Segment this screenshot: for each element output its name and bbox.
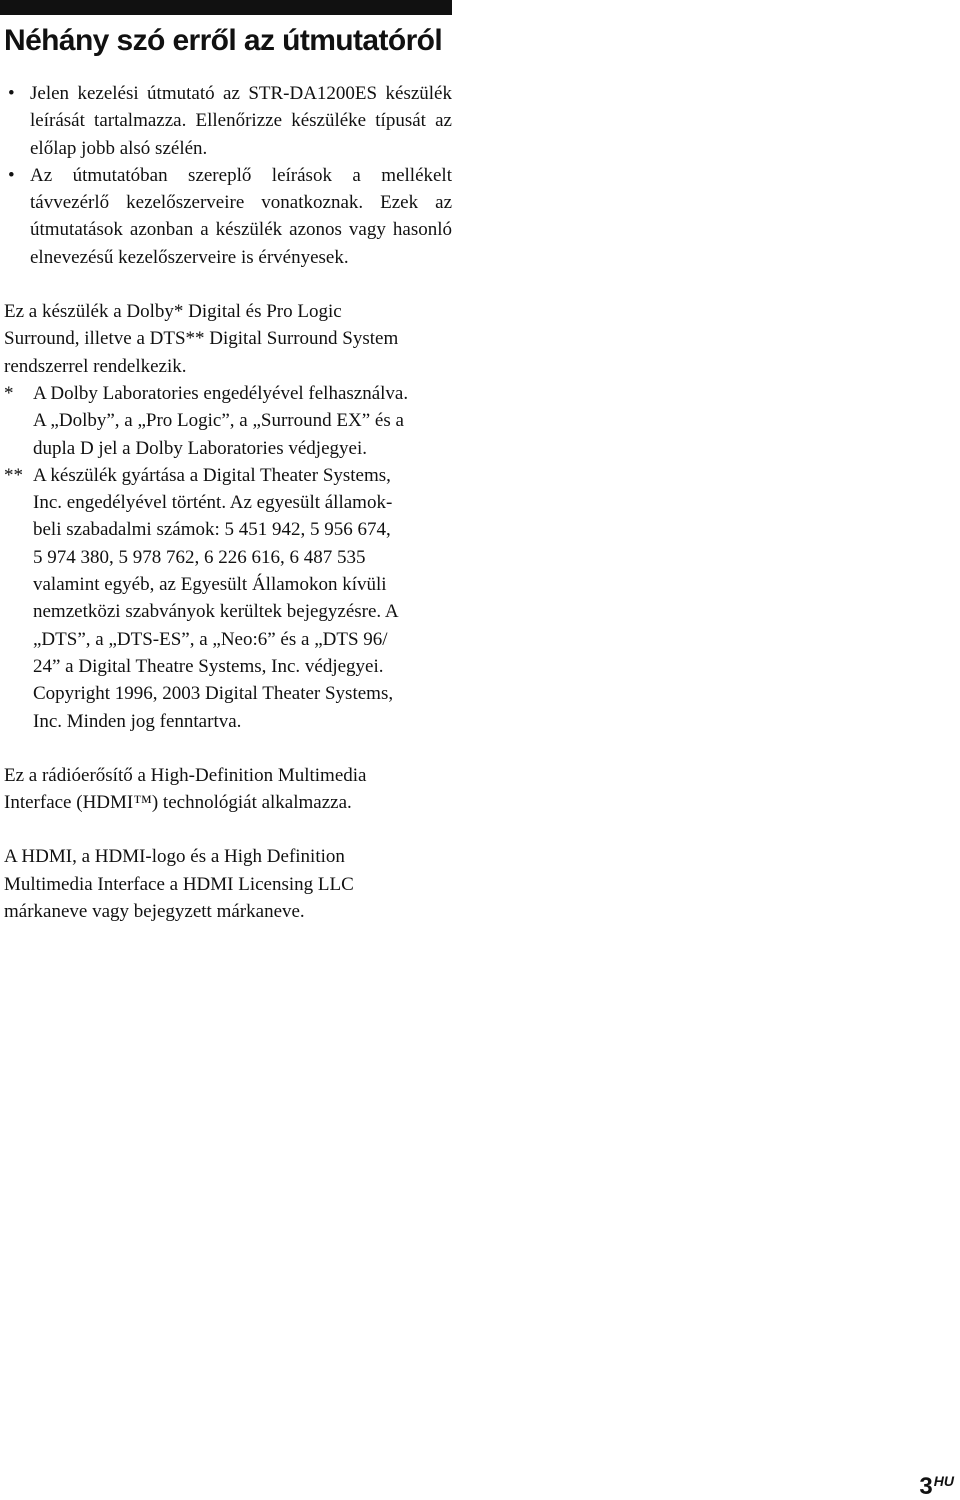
text-line: 24” a Digital Theatre Systems, Inc. védjegyei. [33,655,384,677]
text-line: Ez a készülék a Dolby* Digital és Pro Logic [4,301,342,323]
text-line: A Dolby Laboratories engedélyével felhasználva. [33,382,409,404]
intro-bullet-list [4,80,452,271]
trademark-paragraph [4,843,452,925]
page-content [4,80,452,925]
footnote-mark: * [4,382,14,404]
hdmi-paragraph [4,762,452,817]
text-line: rendszerrel rendelkezik. [4,355,187,377]
bullet-icon: • [8,83,15,104]
bullet-text: Az útmutatóban szereplő leírások a mellékelt távvezérlő kezelőszerveire vonatkoznak. Ezek az útmutatások azonban a készülék azonos vagy hasonló elnevezésű kezelőszerveire is érvényesek. [30,164,452,268]
text-line: Interface (HDMI™) technológiát alkalmazza. [4,792,352,814]
list-item [4,80,452,162]
list-item [4,162,452,271]
text-line: márkaneve vagy bejegyzett márkaneve. [4,901,305,923]
text-line: nemzetközi szabványok kerültek bejegyzésre. A [33,601,399,623]
page-number-value: 3 [919,1473,933,1500]
text-line: Inc. Minden jog fenntartva. [33,710,242,732]
page-title: Néhány szó erről az útmutatóról [4,24,443,57]
footnote-mark: ** [4,464,23,486]
bullet-icon: • [8,164,15,186]
text-line: Inc. engedélyével történt. Az egyesült államok- [33,492,393,514]
text-line: Surround, illetve a DTS** Digital Surround System [4,328,399,350]
text-line: Multimedia Interface a HDMI Licensing LLC [4,873,354,895]
footnote-dolby [4,380,452,462]
dolby-dts-paragraph [4,298,452,380]
page-number [919,1468,954,1500]
text-line: dupla D jel a Dolby Laboratories védjegyei. [33,437,367,459]
text-line: Ez a rádióerősítő a High-Definition Multimedia [4,764,367,786]
text-line: A „Dolby”, a „Pro Logic”, a „Surround EX” és a [33,410,404,432]
text-line: valamint egyéb, az Egyesült Államokon kívüli [33,574,387,596]
text-line: Copyright 1996, 2003 Digital Theater Systems, [33,683,394,705]
text-line: „DTS”, a „DTS-ES”, a „Neo:6” és a „DTS 96/ [33,628,388,650]
text-line: 5 974 380, 5 978 762, 6 226 616, 6 487 535 [33,546,366,568]
text-line: A készülék gyártása a Digital Theater Systems, [33,464,391,486]
footnote-dts [4,462,452,735]
text-line: A HDMI, a HDMI-logo és a High Definition [4,846,345,868]
bullet-text: Jelen kezelési útmutató az STR-DA1200ES készülék leírását tartalmazza. Ellenőrizze készüléke típusát az előlap jobb alsó szélén. [30,83,452,159]
header-rule [0,0,452,15]
page-language-code: HU [933,1473,954,1489]
text-line: beli szabadalmi számok: 5 451 942, 5 956 674, [33,519,391,541]
